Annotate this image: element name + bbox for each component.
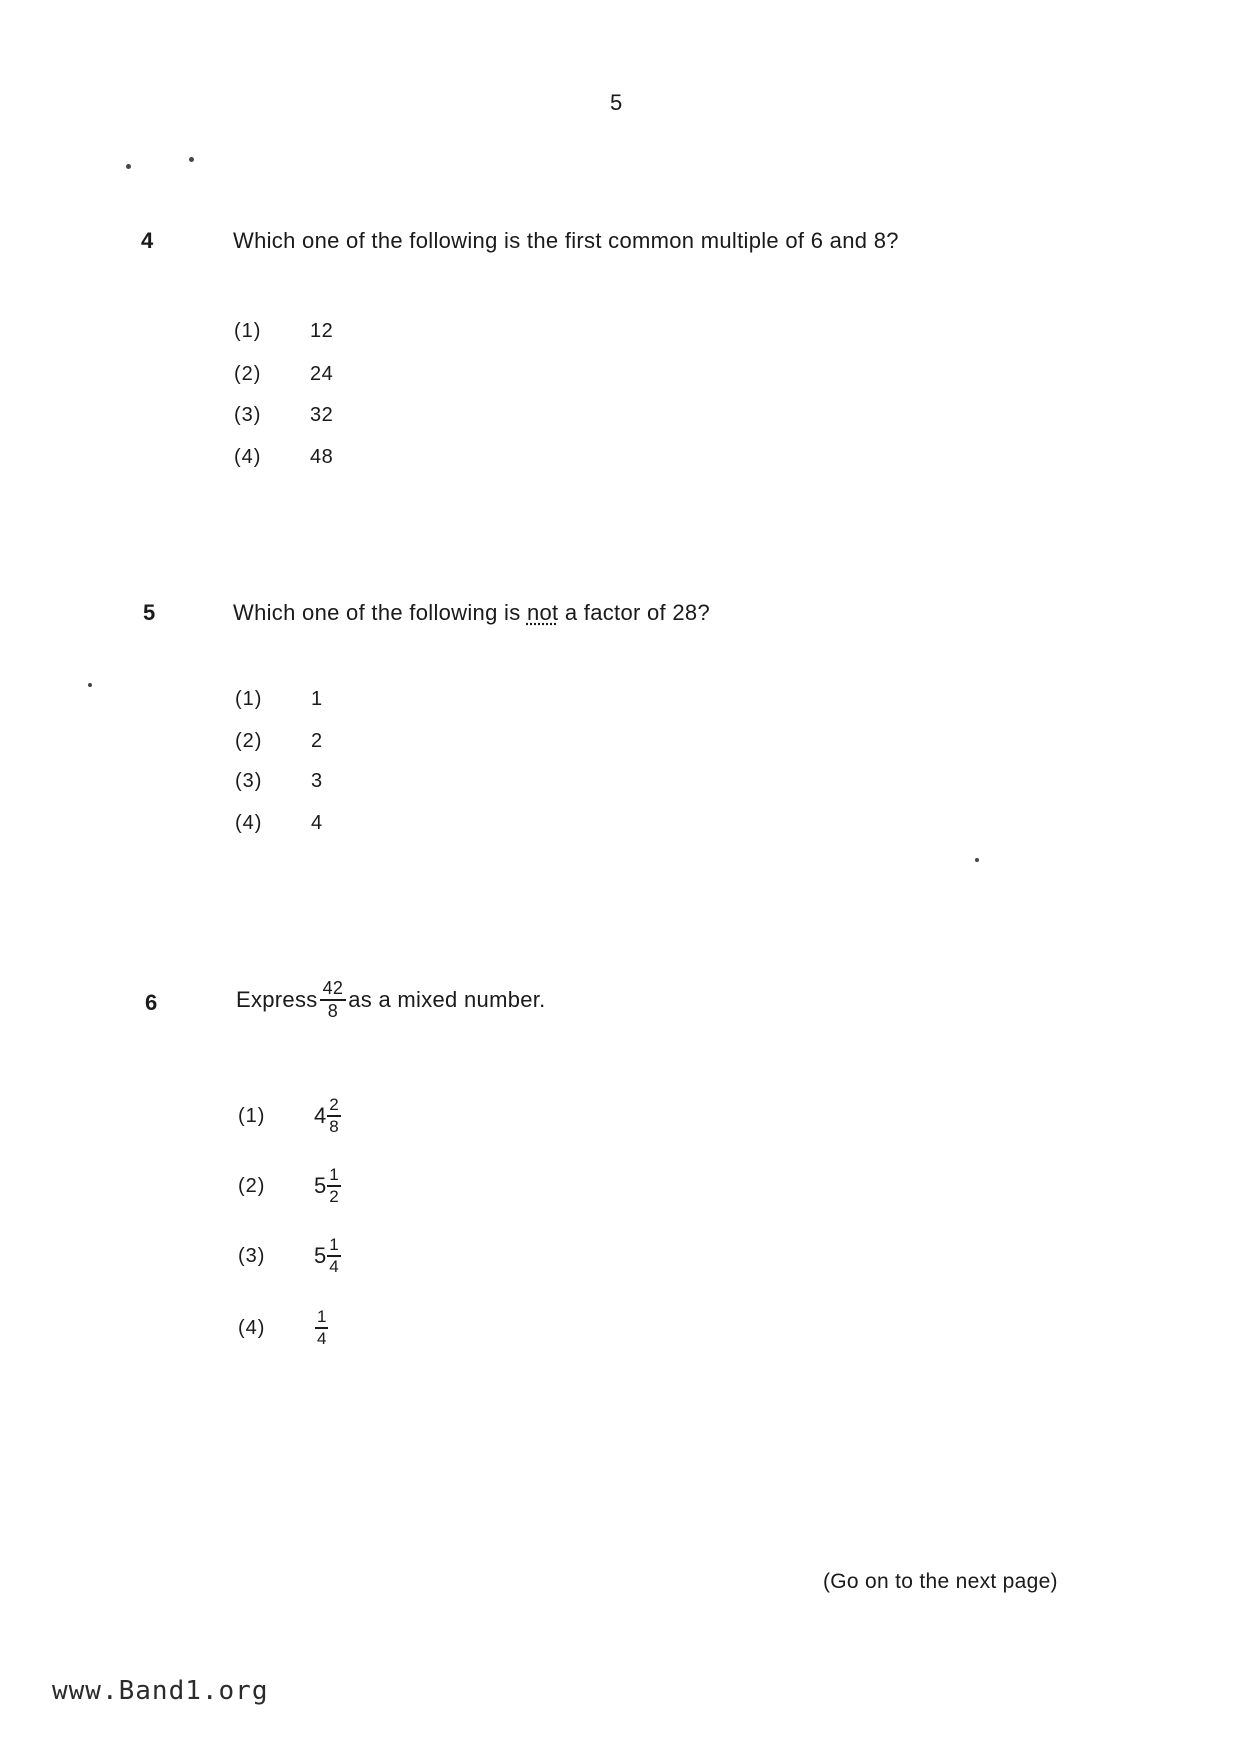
question-4-option-4 [234, 446, 333, 469]
question-5-underlined-word: not [526, 600, 559, 625]
option-label: (3) [235, 770, 263, 792]
fraction-denominator: 8 [327, 1001, 339, 1021]
question-5-option-4 [235, 812, 323, 835]
question-5-number: 5 [143, 600, 156, 625]
option-value: 3 [311, 770, 323, 792]
question-6-option-4 [238, 1300, 328, 1356]
question-6-option-3 [238, 1228, 341, 1284]
question-5-text-after: a factor of 28? [558, 600, 710, 625]
option-value: 1 [311, 688, 323, 710]
option-value: 24 [310, 363, 334, 385]
option-value: 4 [311, 812, 323, 834]
option-label: (2) [238, 1174, 266, 1197]
option-label: (3) [238, 1244, 266, 1267]
question-6-text-after: as a mixed number. [348, 987, 546, 1012]
fraction-denominator: 4 [329, 1257, 339, 1276]
watermark-url: www.Band1.org [52, 1676, 269, 1706]
fraction-denominator: 4 [317, 1329, 327, 1348]
mixed-fraction [327, 1236, 340, 1276]
option-label: (4) [234, 446, 262, 468]
question-5-option-3 [235, 770, 323, 793]
fraction-42-8 [320, 979, 347, 1021]
option-label: (1) [238, 1104, 266, 1127]
option-value-mixed-number [314, 1096, 341, 1136]
question-4-text: Which one of the following is the first common multiple of 6 and 8? [233, 228, 899, 253]
fraction-denominator: 2 [329, 1187, 339, 1206]
option-value: 32 [310, 404, 334, 426]
mixed-whole: 5 [314, 1173, 327, 1198]
fraction-numerator: 2 [327, 1096, 340, 1117]
option-label: (2) [235, 730, 263, 752]
question-6-text [236, 965, 546, 1035]
option-value: 2 [311, 730, 323, 752]
question-6-number: 6 [145, 990, 158, 1015]
scan-speck [189, 157, 194, 162]
question-4-option-3 [234, 404, 333, 427]
mixed-fraction [315, 1308, 328, 1348]
option-label: (4) [238, 1316, 266, 1339]
mixed-whole: 4 [314, 1103, 327, 1128]
fraction-numerator: 1 [315, 1308, 328, 1329]
option-value: 12 [310, 320, 334, 342]
mixed-whole: 5 [314, 1243, 327, 1268]
question-6-option-1 [238, 1088, 341, 1144]
question-5-option-1 [235, 688, 323, 711]
option-value-mixed-number [314, 1236, 341, 1276]
go-on-next-page-note: (Go on to the next page) [823, 1570, 1058, 1593]
question-6-option-2 [238, 1158, 341, 1214]
question-5-text-before: Which one of the following is [233, 600, 527, 625]
question-5-option-2 [235, 730, 323, 753]
option-label: (1) [235, 688, 263, 710]
question-4-number: 4 [141, 228, 154, 253]
option-value: 48 [310, 446, 334, 468]
option-label: (4) [235, 812, 263, 834]
option-label: (2) [234, 363, 262, 385]
option-value-mixed-number [314, 1166, 341, 1206]
page-number: 5 [610, 90, 623, 115]
fraction-numerator: 42 [320, 979, 347, 1001]
option-label: (3) [234, 404, 262, 426]
fraction-denominator: 8 [329, 1117, 339, 1136]
fraction-numerator: 1 [327, 1166, 340, 1187]
fraction-numerator: 1 [327, 1236, 340, 1257]
mixed-fraction [327, 1166, 340, 1206]
question-4-option-2 [234, 363, 333, 386]
question-4-option-1 [234, 320, 333, 343]
scan-speck [126, 164, 131, 169]
option-label: (1) [234, 320, 262, 342]
question-6-text-before: Express [236, 987, 318, 1012]
mixed-fraction [327, 1096, 340, 1136]
option-value-fraction [314, 1308, 328, 1348]
scan-speck [88, 683, 92, 687]
scan-speck [975, 858, 979, 862]
question-5-text [233, 600, 710, 626]
